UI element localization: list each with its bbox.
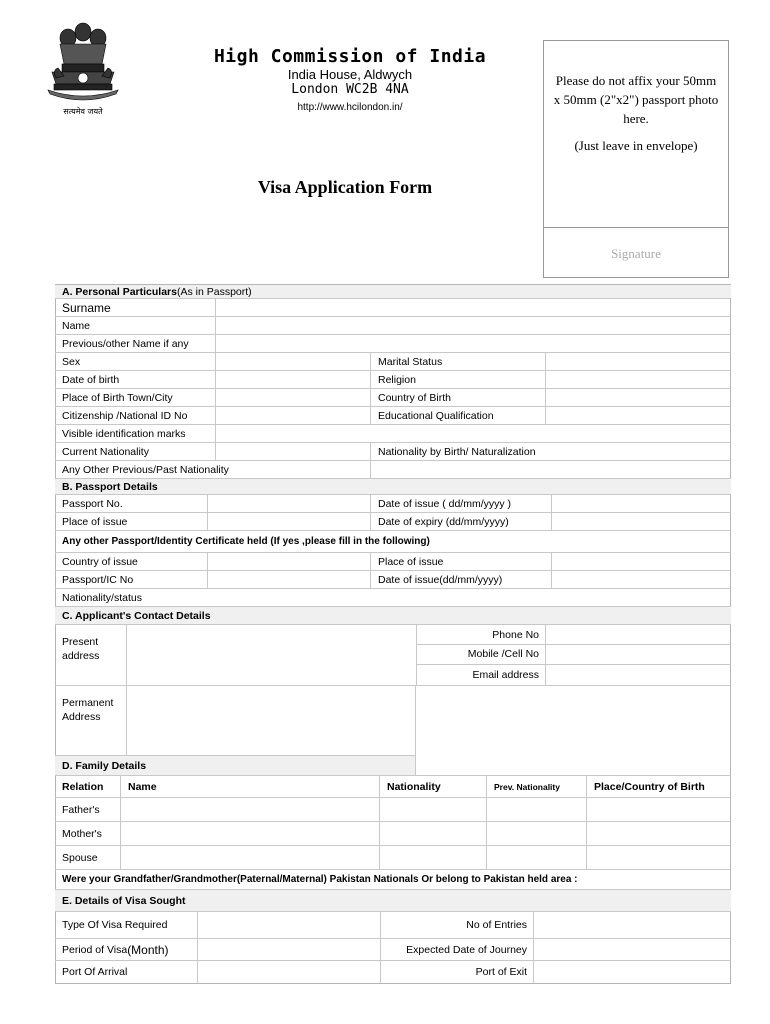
row-citizenship bbox=[55, 407, 731, 425]
family-header-row bbox=[55, 776, 731, 798]
religion-field[interactable] bbox=[545, 371, 731, 388]
national-emblem bbox=[38, 18, 128, 118]
form-title: Visa Application Form bbox=[257, 177, 433, 197]
surname-label: Surname bbox=[62, 300, 111, 315]
row-ports bbox=[55, 961, 731, 983]
section-b-header bbox=[55, 479, 731, 495]
passport-no-field[interactable] bbox=[207, 495, 370, 512]
section-a-note: (As in Passport) bbox=[176, 285, 252, 298]
current-nationality-label: Current Nationality bbox=[62, 445, 149, 458]
period-of-visa-text: Period of Visa bbox=[62, 943, 128, 956]
religion-label: Religion bbox=[370, 371, 545, 388]
other-place-of-issue-label: Place of issue bbox=[370, 553, 551, 570]
father-prev-nationality-field[interactable] bbox=[486, 798, 586, 821]
row-surname bbox=[55, 299, 731, 317]
mother-nationality-field[interactable] bbox=[379, 822, 486, 845]
section-a-heading bbox=[55, 285, 731, 298]
date-of-issue-field[interactable] bbox=[551, 495, 731, 512]
row-passport-no bbox=[55, 495, 731, 513]
section-a-header bbox=[55, 285, 731, 299]
row-place-of-issue bbox=[55, 513, 731, 531]
email-field[interactable] bbox=[545, 664, 731, 685]
date-of-issue-label: Date of issue ( dd/mm/yyyy ) bbox=[370, 495, 551, 512]
place-of-birth-label: Place of Birth Town/City bbox=[62, 391, 173, 404]
nationality-birth-label: Nationality by Birth/ Naturalization bbox=[370, 443, 731, 460]
row-place-of-birth bbox=[55, 389, 731, 407]
present-address-label: Present address bbox=[62, 636, 100, 662]
address-line-1: India House, Aldwych bbox=[287, 67, 413, 82]
section-b-heading: B. Passport Details bbox=[55, 479, 731, 494]
country-of-birth-field[interactable] bbox=[545, 389, 731, 406]
marital-status-label: Marital Status bbox=[370, 353, 545, 370]
sex-field[interactable] bbox=[215, 353, 370, 370]
citizenship-field[interactable] bbox=[215, 407, 370, 424]
no-of-entries-field[interactable] bbox=[533, 912, 731, 938]
other-date-of-issue-label: Date of issue(dd/mm/yyyy) bbox=[370, 571, 551, 588]
photo-box bbox=[543, 40, 729, 278]
spouse-name-field[interactable] bbox=[120, 846, 379, 869]
relation-father: Father's bbox=[62, 803, 100, 816]
row-sex bbox=[55, 353, 731, 371]
father-nationality-field[interactable] bbox=[379, 798, 486, 821]
photo-note: (Just leave in envelope) bbox=[574, 138, 698, 153]
spouse-prev-nationality-field[interactable] bbox=[486, 846, 586, 869]
nationality-status-label: Nationality/status bbox=[62, 591, 142, 604]
previous-name-label: Previous/other Name if any bbox=[62, 337, 189, 350]
period-of-visa-field[interactable] bbox=[197, 939, 380, 960]
website-link[interactable]: http://www.hcilondon.in/ bbox=[297, 102, 403, 113]
email-row bbox=[417, 664, 731, 685]
no-of-entries-label: No of Entries bbox=[380, 912, 533, 938]
relation-spouse: Spouse bbox=[62, 851, 98, 864]
current-nationality-field[interactable] bbox=[215, 443, 370, 460]
mobile-label: Mobile /Cell No bbox=[467, 648, 539, 660]
contact-numbers-block bbox=[416, 625, 731, 685]
row-identification-marks bbox=[55, 425, 731, 443]
citizenship-label: Citizenship /National ID No bbox=[62, 409, 188, 422]
marital-status-field[interactable] bbox=[545, 353, 731, 370]
row-passport-ic bbox=[55, 571, 731, 589]
permanent-address-label: Permanent Address bbox=[55, 686, 126, 756]
row-visa-type bbox=[55, 912, 731, 939]
place-of-issue-field[interactable] bbox=[207, 513, 370, 530]
row-visa-period bbox=[55, 939, 731, 961]
row-present-address bbox=[55, 625, 731, 686]
other-passport-heading: Any other Passport/Identity Certificate held (If yes ,please fill in the following) bbox=[62, 536, 430, 547]
identification-marks-label: Visible identification marks bbox=[62, 427, 186, 440]
section-e-header bbox=[55, 890, 731, 912]
passport-no-label: Passport No. bbox=[62, 497, 123, 510]
row-other-nationality bbox=[55, 461, 731, 479]
mother-place-of-birth-field[interactable] bbox=[586, 822, 731, 845]
dob-field[interactable] bbox=[215, 371, 370, 388]
email-label: Email address bbox=[472, 668, 539, 681]
port-of-arrival-field[interactable] bbox=[197, 961, 380, 983]
mobile-row bbox=[417, 644, 731, 665]
grandfather-question: Were your Grandfather/Grandmother(Paternal/Maternal) Pakistan Nationals Or belong to Pakistan held area : bbox=[62, 874, 578, 885]
surname-field[interactable] bbox=[215, 299, 731, 316]
other-nationality-field[interactable] bbox=[370, 461, 731, 478]
country-of-birth-label: Country of Birth bbox=[370, 389, 545, 406]
col-relation: Relation bbox=[62, 780, 104, 793]
previous-name-field[interactable] bbox=[215, 335, 731, 352]
page-title: High Commission of India bbox=[213, 46, 487, 67]
section-c-heading: C. Applicant's Contact Details bbox=[55, 607, 731, 624]
passport-ic-field[interactable] bbox=[207, 571, 370, 588]
place-of-birth-field[interactable] bbox=[215, 389, 370, 406]
col-name: Name bbox=[120, 776, 379, 797]
row-country-of-issue bbox=[55, 553, 731, 571]
father-place-of-birth-field[interactable] bbox=[586, 798, 731, 821]
country-of-issue-field[interactable] bbox=[207, 553, 370, 570]
row-nationality-status bbox=[55, 589, 731, 607]
expected-date-field[interactable] bbox=[533, 939, 731, 960]
section-a-title: A. Personal Particulars bbox=[62, 285, 177, 298]
family-row-mother bbox=[55, 822, 731, 846]
identification-marks-field[interactable] bbox=[215, 425, 731, 442]
col-prev-nationality: Prev. Nationality bbox=[486, 776, 586, 797]
relation-mother: Mother's bbox=[62, 827, 102, 840]
date-of-expiry-field[interactable] bbox=[551, 513, 731, 530]
col-nationality: Nationality bbox=[379, 776, 486, 797]
section-d-heading: D. Family Details bbox=[55, 756, 416, 775]
family-row-spouse bbox=[55, 846, 731, 870]
phone-label: Phone No bbox=[492, 628, 539, 641]
education-field[interactable] bbox=[545, 407, 731, 424]
expected-date-label: Expected Date of Journey bbox=[380, 939, 533, 960]
period-unit: (Month) bbox=[127, 942, 169, 957]
mobile-field[interactable] bbox=[545, 644, 731, 664]
signature-label: Signature bbox=[611, 246, 661, 261]
section-c-header bbox=[55, 607, 731, 625]
photo-instruction: Please do not affix your 50mm x 50mm (2"x2") passport photo here. bbox=[553, 73, 719, 126]
country-of-issue-label: Country of issue bbox=[62, 555, 138, 568]
mother-prev-nationality-field[interactable] bbox=[486, 822, 586, 845]
row-previous-name bbox=[55, 335, 731, 353]
sex-label: Sex bbox=[62, 355, 81, 368]
lion-capital-icon bbox=[38, 18, 128, 104]
spouse-place-of-birth-field[interactable] bbox=[586, 846, 731, 869]
grandfather-question-row bbox=[55, 870, 731, 890]
row-current-nationality bbox=[55, 443, 731, 461]
period-of-visa-label bbox=[55, 939, 197, 960]
port-of-exit-field[interactable] bbox=[533, 961, 731, 983]
present-address-field[interactable] bbox=[126, 625, 416, 685]
type-of-visa-label: Type Of Visa Required bbox=[62, 919, 168, 931]
emblem-motto: सत्यमेव जयते bbox=[63, 107, 103, 116]
row-name bbox=[55, 317, 731, 335]
nationality-status-field[interactable] bbox=[207, 589, 731, 606]
other-nationality-label: Any Other Previous/Past Nationality bbox=[62, 463, 229, 476]
education-label: Educational Qualification bbox=[370, 407, 545, 424]
type-of-visa-field[interactable] bbox=[197, 912, 380, 938]
spouse-nationality-field[interactable] bbox=[379, 846, 486, 869]
dob-label: Date of birth bbox=[62, 373, 120, 386]
port-of-arrival-label: Port Of Arrival bbox=[62, 966, 128, 978]
section-d-header bbox=[55, 756, 731, 776]
col-place-of-birth: Place/Country of Birth bbox=[586, 776, 731, 797]
family-row-father bbox=[55, 798, 731, 822]
row-dob bbox=[55, 371, 731, 389]
name-label: Name bbox=[62, 319, 91, 332]
row-other-passport-heading bbox=[55, 531, 731, 553]
phone-row bbox=[417, 625, 731, 645]
name-field[interactable] bbox=[215, 317, 731, 334]
other-date-of-issue-field[interactable] bbox=[551, 571, 731, 588]
port-of-exit-label: Port of Exit bbox=[380, 961, 533, 983]
mother-name-field[interactable] bbox=[120, 822, 379, 845]
other-place-of-issue-field[interactable] bbox=[551, 553, 731, 570]
phone-field[interactable] bbox=[545, 625, 731, 644]
address-line-2: London WC2B 4NA bbox=[291, 82, 409, 97]
father-name-field[interactable] bbox=[120, 798, 379, 821]
passport-ic-label: Passport/IC No bbox=[62, 573, 134, 586]
section-e-heading: E. Details of Visa Sought bbox=[55, 890, 731, 911]
place-of-issue-label: Place of issue bbox=[62, 515, 128, 528]
date-of-expiry-label: Date of expiry (dd/mm/yyyy) bbox=[370, 513, 551, 530]
row-permanent-address bbox=[55, 686, 731, 756]
permanent-address-field[interactable] bbox=[126, 686, 416, 756]
signature-divider bbox=[544, 227, 728, 228]
